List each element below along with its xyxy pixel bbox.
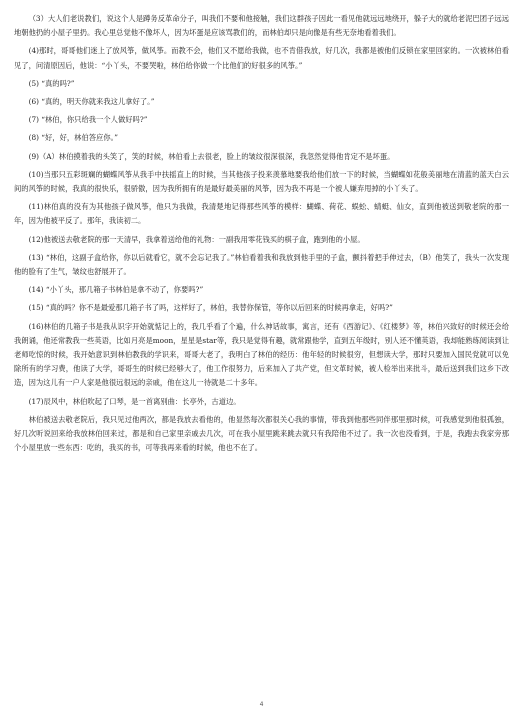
- paragraph-15: (15) “真的吗？你不是最爱那几箱子书了吗，这样好了，林伯，我替你保管，等你以后回来的时候再拿走，好吗?”: [28, 303, 393, 313]
- paragraph-11: (11)林伯真的没有为其他孩子做风筝，他只为我做，我清楚地记得那些风筝的模样：蝴蝶、荷花、蜈蚣、蜻蜓、仙女，直到他被送到敬老院的那一年，因为他被平反了。那年，我读初二。: [14, 202, 509, 226]
- paragraph-6: (6) “真的，明天你就来我这儿拿好了。”: [28, 97, 155, 107]
- paragraph-17: (17)辰风中，林伯吹起了口琴，是一首离别曲：长亭外，古道边。: [28, 396, 241, 406]
- paragraph-14: (14) “小丫头，那几箱子书林伯是拿不动了，你要吗?”: [28, 285, 204, 295]
- paragraph-7: (7) “林伯，你只给我一个人做好吗?”: [28, 115, 148, 125]
- page-number: 4: [259, 701, 264, 708]
- paragraph-9: (9)（A）林伯摸着我的头笑了，笑的时候，林伯看上去很老，脸上的皱纹很深很深，我忽然觉得他肯定不是坏蛋。: [28, 151, 395, 161]
- paragraph-4: (4)那时，哥哥他们迷上了放风筝，做风筝。而教不会，他们又不愿给我做，也不肯借我放，好几次，我都是被他们反锁在家里回家的。一次被林伯看见了，问清原因后，他说：“小丫头，不要哭啦，林伯给你做一个比他们的好很多的风筝。”: [14, 46, 509, 70]
- paragraph-8: (8) “好，好，林伯答应你。”: [28, 133, 119, 143]
- paragraph-12: (12)他被送去敬老院的那一天清早，我拿着送给他的礼物：一副我用零花钱买的棋子盒，跑到他的小屋。: [28, 234, 365, 244]
- paragraph-3: （3）大人们老说教们，说这个人是蹲务反革命分子，叫我们不要和他接触，我们这群孩子因此一看见他就远远地绕开，躲子大的就给老泥巴团子远远地朝他扔的小屋子里扔。我心里总觉他不像坏人，因为坏蛋是应该骂教们的，而林伯却只是向像是有些无奈地看着我们。: [14, 14, 509, 38]
- paragraph-18: 林伯被送去敬老院后，我只见过他两次，都是我放去看他的，他显然每次都很关心我的事情，带我到他那些同伴那里那时候，可我感觉到他很孤独，好几次听说回来给我放林伯回来过，都是和自己家里亲戚去几次，可在我小屋里跳来跳去就只有我陪他不过了。我一次也没看到，于是，我跑去我家旁那个小屋里放一些东西：吃的，我买的书，可等我再来看的时候，他也不在了。: [14, 414, 509, 453]
- paragraph-16: (16)林伯的几箱子书是我从识字开始就惦记上的，我几乎看了个遍，什么神话故事，寓言，还有《西游记》、《红楼梦》等，林伯兴致好的时候还会给我朗诵，他还常教我一些英语，比如月亮是moon，星星是star等，我只是觉得有趣，就常跟他学，直到五年级时，别人还不懂英语，我却能熟练阅读到让老师吃惊的时候，我开始意识到林伯教我的学识来，哥哥大老了，我明白了林伯的经历：他年轻的时候很穷，但想读大学，那时只要加入国民党就可以免除所有的学习费，他读了大学，哥哥生的时候已经够大了，他工作很努力，后来加入了共产党，但文革时候，被人检举出来批斗，最后送到我们这乡下改造，因为这儿有一户人家是他很远很远的亲戚，他在这儿一待就是二十多年。: [14, 321, 509, 388]
- paragraph-5: (5) “真的吗?”: [28, 78, 75, 88]
- paragraph-10: (10)当那只五彩斑斓的蝴蝶风筝从我手中扶摇直上的时候，当其他孩子投来羡慕地要我给他们放一下的时候，当蝴蝶如花般美丽地在清蓝的蓝天白云间的风筝的时候，我真的很快乐，很骄傲，因为我所拥有的是最好最美丽的风筝，因为我不再是一个被人嫌弃甩掉的小丫头了。: [14, 169, 509, 194]
- paragraph-13: (13) “林伯，这副子盒给你，你以后就看它，就不会忘记我了。”林伯看着我和我放到他手里的子盒，颤抖着把手伸过去，（B）他笑了，我头一次发现他的脸有了生气，皱纹也舒展开了。: [14, 252, 509, 277]
